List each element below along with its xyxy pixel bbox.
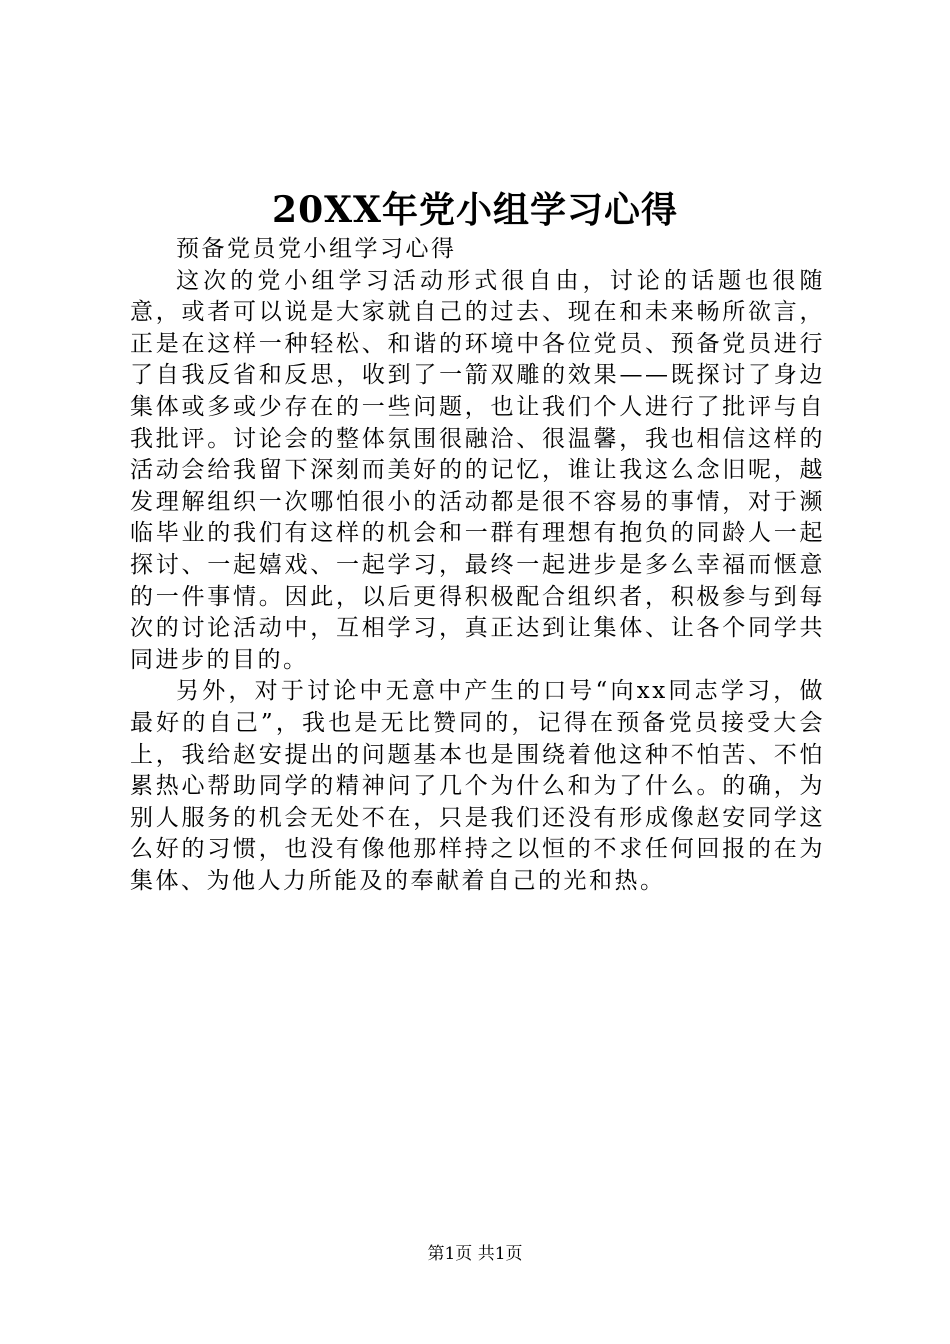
paragraph-1: 这次的党小组学习活动形式很自由，讨论的话题也很随意，或者可以说是大家就自己的过去、现在和未来畅所欲言，正是在这样一种轻松、和谐的环境中各位党员、预备党员进行了自我反省和反思，收到了一箭双雕的效果——既探讨了身边集体或多或少存在的一些问题，也让我们个人进行了批评与自我批评。讨论会的整体氛围很融洽、很温馨，我也相信这样的活动会给我留下深刻而美好的的记忆，谁让我这么念旧呢，越发理解组织一次哪怕很小的活动都是很不容易的事情，对于濒临毕业的我们有这样的机会和一群有理想有抱负的同龄人一起探讨、一起嬉戏、一起学习，最终一起进步是多么幸福而惬意的一件事情。因此，以后更得积极配合组织者，积极参与到每次的讨论活动中，互相学习，真正达到让集体、让各个同学共同进步的目的。 (130, 267, 825, 673)
document-body (130, 234, 825, 897)
page-footer: 第1页 共1页 (427, 1244, 523, 1264)
paragraph-2: 另外，对于讨论中无意中产生的口号“向xx同志学习，做最好的自己”，我也是无比赞同的，记得在预备党员接受大会上，我给赵安提出的问题基本也是围绕着他这种不怕苦、不怕累热心帮助同学的精神问了几个为什么和为了什么。的确，为别人服务的机会无处不在，只是我们还没有形成像赵安同学这么好的习惯，也没有像他那样持之以恒的不求任何回报的在为集体、为他人力所能及的奉献着自己的光和热。 (130, 678, 825, 894)
subtitle-line: 预备党员党小组学习心得 (176, 236, 457, 262)
page-title: 20XX年党小组学习心得 (272, 189, 678, 231)
